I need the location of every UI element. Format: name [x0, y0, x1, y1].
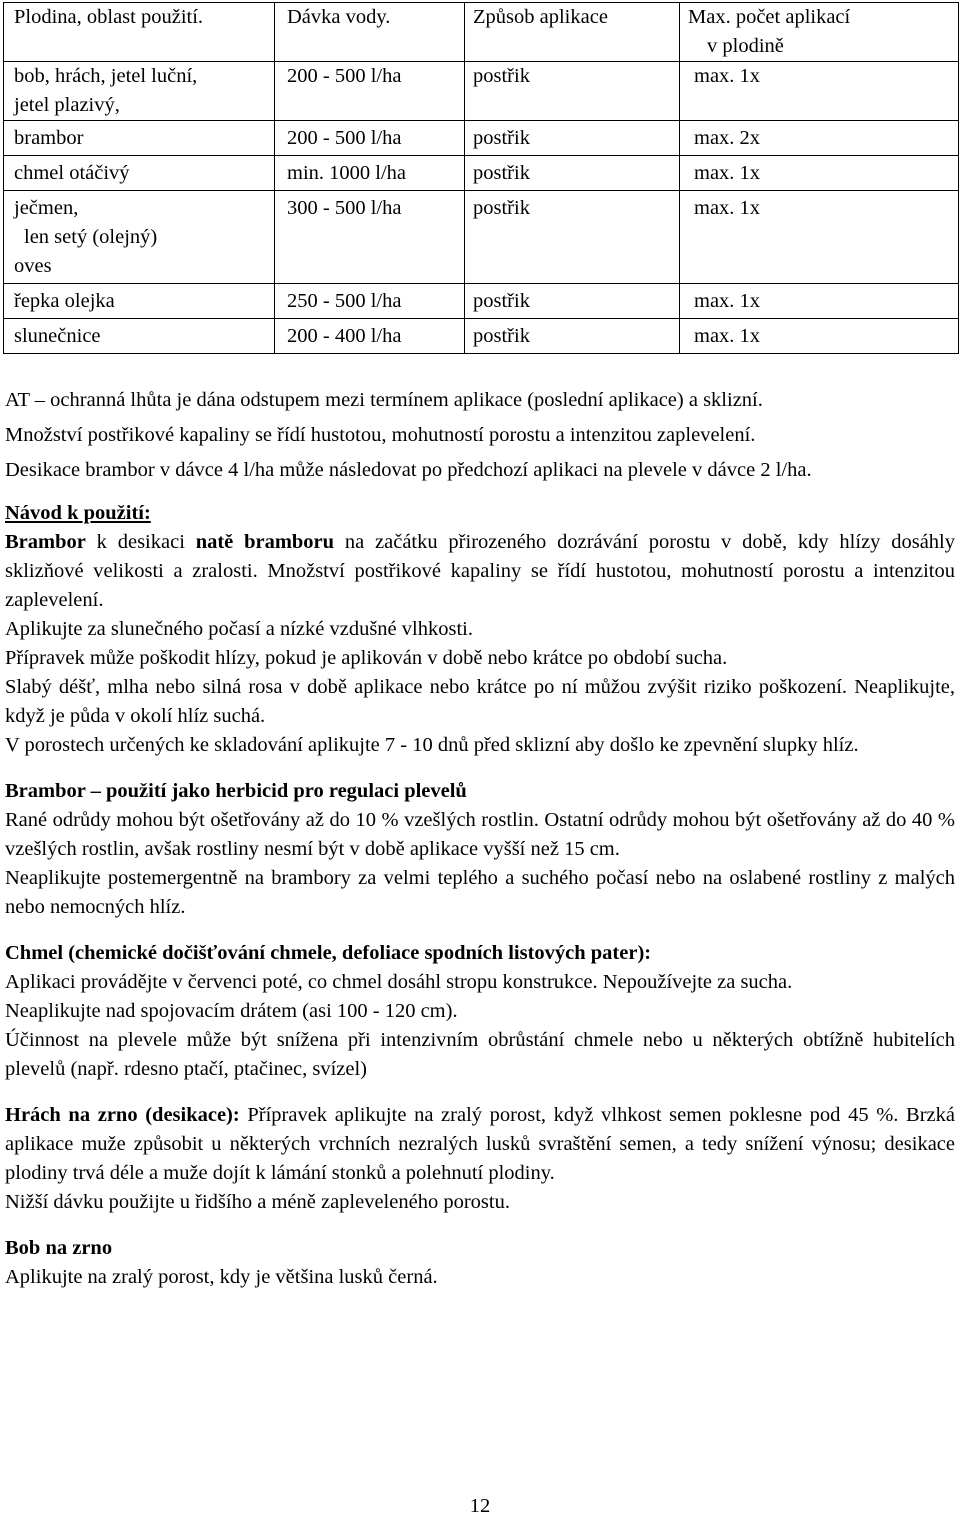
section-heading: Brambor – použití jako herbicid pro regulaci plevelů	[5, 780, 467, 802]
instruction-line: Přípravek může poškodit hlízy, pokud je aplikován v době nebo krátce po období sucha.	[5, 647, 728, 669]
table-row	[4, 284, 959, 319]
table-row	[4, 319, 959, 354]
text-run: Přípravek aplikujte na zralý porost, když vlhkost semen poklesne pod 45 %. Brzká aplikace muže způsobit u některých vrchních nezralých lusků svraštění semen, a tedy snížení výnosu; desikace plodiny trvá déle a muže dojít k lámání stonků a polehnutí plodiny.	[5, 1104, 956, 1184]
crop-cell: brambor	[4, 121, 275, 156]
crop-line: ječmen,	[14, 197, 79, 219]
method-cell: postřik	[465, 319, 680, 354]
method-cell: postřik	[465, 62, 680, 121]
instructions-intro	[5, 528, 955, 615]
section-heading: Hrách na zrno (desikace):	[5, 1104, 240, 1126]
crop-cell	[4, 191, 275, 284]
hops-section	[5, 939, 955, 1084]
note-paragraph: Desikace brambor v dávce 4 l/ha může následovat po předchozí aplikaci na plevele v dávce 2 l/ha.	[5, 459, 812, 481]
text-run: na začátku přirozeného dozrávání porostu v době, kdy hlízy dosáhly sklizňové velikosti a zralosti. Množství postřikové kapaliny se řídí hustotou, mohutností porostu a intenzitou zaplevelení.	[5, 531, 955, 611]
bold-term: Brambor	[5, 531, 86, 553]
section-paragraph: Neaplikujte postemergentně na brambory za velmi teplého a suchého počasí nebo na oslabené rostliny z malých nebo nemocných hlíz.	[5, 867, 955, 918]
bold-term: natě bramboru	[195, 531, 335, 553]
crop-cell: slunečnice	[4, 319, 275, 354]
herbicide-section	[5, 777, 955, 922]
dose-cell: 200 - 400 l/ha	[275, 319, 465, 354]
crop-cell: řepka olejka	[4, 284, 275, 319]
header-max-applications	[680, 3, 959, 62]
instruction-line: Aplikujte za slunečného počasí a nízké vzdušné vlhkosti.	[5, 618, 473, 640]
note-paragraph: Množství postřikové kapaliny se řídí hustotou, mohutností porostu a intenzitou zaplevelení.	[5, 424, 756, 446]
dose-cell: 200 - 500 l/ha	[275, 62, 465, 121]
section-paragraph: Účinnost na plevele může být snížena při intenzivním obrůstání chmele nebo u některých obtížně hubitelích plevelů (např. rdesno ptačí, ptačinec, svízel)	[5, 1029, 955, 1080]
section-paragraph: Aplikujte na zralý porost, kdy je většina lusků černá.	[5, 1266, 438, 1288]
crop-cell	[4, 62, 275, 121]
application-table	[3, 2, 959, 354]
max-cell: max. 1x	[680, 191, 959, 284]
text-run: k desikaci	[85, 531, 196, 553]
instruction-line: V porostech určených ke skladování aplikujte 7 - 10 dnů před sklizní aby došlo ke zpevnění slupky hlíz.	[5, 734, 859, 756]
peas-section	[5, 1101, 955, 1217]
table-notes	[5, 386, 955, 485]
max-cell: max. 1x	[680, 156, 959, 191]
crop-cell: chmel otáčivý	[4, 156, 275, 191]
header-method: Způsob aplikace	[465, 3, 680, 62]
section-paragraph: Rané odrůdy mohou být ošetřovány až do 10 % vzešlých rostlin. Ostatní odrůdy mohou být ošetřovány až do 40 % vzešlých rostlin, avšak rostliny nesmí být v době aplikace vyšší než 15 cm.	[5, 809, 955, 860]
instructions-section	[5, 499, 955, 760]
document-body	[5, 386, 955, 1292]
header-max-applications-line1: Max. počet aplikací	[688, 6, 851, 28]
table-row	[4, 156, 959, 191]
dose-cell: 250 - 500 l/ha	[275, 284, 465, 319]
beans-section	[5, 1234, 955, 1292]
table-header-row	[4, 3, 959, 62]
section-paragraph: Nižší dávku použijte u řidšího a méně zapleveleného porostu.	[5, 1191, 510, 1213]
section-heading: Chmel (chemické dočišťování chmele, defoliace spodních listových pater):	[5, 942, 652, 964]
max-cell: max. 1x	[680, 284, 959, 319]
header-max-applications-line2: v plodině	[707, 35, 784, 57]
max-cell: max. 1x	[680, 62, 959, 121]
header-water-dose: Dávka vody.	[275, 3, 465, 62]
dose-cell: 300 - 500 l/ha	[275, 191, 465, 284]
dose-cell: min. 1000 l/ha	[275, 156, 465, 191]
crop-line: jetel plazivý,	[14, 94, 120, 116]
max-cell: max. 2x	[680, 121, 959, 156]
method-cell: postřik	[465, 284, 680, 319]
section-paragraph: Neaplikujte nad spojovacím drátem (asi 100 - 120 cm).	[5, 1000, 458, 1022]
crop-line: len setý (olejný)	[24, 226, 158, 248]
table-row	[4, 62, 959, 121]
table-row	[4, 121, 959, 156]
instruction-line: Slabý déšť, mlha nebo silná rosa v době aplikace nebo krátce po ní můžou zvýšit riziko poškození. Neaplikujte, když je půda v okolí hlíz suchá.	[5, 676, 955, 727]
method-cell: postřik	[465, 121, 680, 156]
section-heading: Bob na zrno	[5, 1237, 113, 1259]
max-cell: max. 1x	[680, 319, 959, 354]
section-paragraph: Aplikaci provádějte v červenci poté, co chmel dosáhl stropu konstrukce. Nepoužívejte za sucha.	[5, 971, 793, 993]
note-paragraph: AT – ochranná lhůta je dána odstupem mezi termínem aplikace (poslední aplikace) a sklizní.	[5, 389, 763, 411]
crop-line: oves	[14, 255, 52, 277]
header-crop: Plodina, oblast použití.	[4, 3, 275, 62]
page-number: 12	[469, 1495, 491, 1517]
method-cell: postřik	[465, 156, 680, 191]
table-row	[4, 191, 959, 284]
crop-line: bob, hrách, jetel luční,	[14, 65, 198, 87]
dose-cell: 200 - 500 l/ha	[275, 121, 465, 156]
section-paragraph	[5, 1101, 955, 1188]
method-cell: postřik	[465, 191, 680, 284]
section-heading: Návod k použití:	[5, 502, 151, 524]
